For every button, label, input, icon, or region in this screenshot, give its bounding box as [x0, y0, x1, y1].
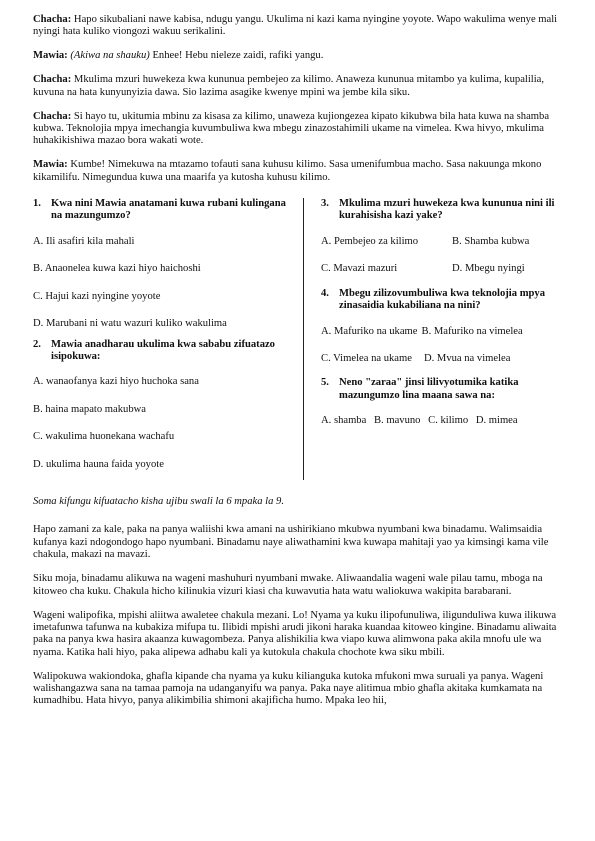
- question-number: 2.: [33, 338, 41, 350]
- worksheet-page: [33, 14, 573, 719]
- answer-option[interactable]: A. Mafuriko na ukame: [321, 325, 418, 337]
- speaker-name: Chacha:: [33, 74, 72, 86]
- questions-right-column: [321, 198, 573, 427]
- answer-option[interactable]: A. Pembejeo za kilimo: [321, 235, 419, 247]
- question-2: [33, 339, 293, 364]
- answer-option[interactable]: D. Mbegu nyingi: [452, 263, 525, 275]
- dialogue-line: [33, 74, 573, 99]
- answer-option[interactable]: C. Hajui kazi nyingine yoyote: [33, 290, 161, 302]
- dialogue-text: Enhee! Hebu nieleze zaidi, rafiki yangu.: [149, 50, 324, 62]
- questions-section: [33, 198, 573, 498]
- answer-option[interactable]: B. Anaonelea kuwa kazi hiyo haichoshi: [33, 263, 201, 275]
- answer-option[interactable]: C. wakulima huonekana wachafu: [33, 431, 175, 443]
- dialogue-line: [33, 111, 573, 148]
- answer-option[interactable]: C. kilimo: [428, 415, 469, 427]
- answer-option[interactable]: D. Mvua na vimelea: [423, 352, 511, 364]
- dialogue-section: [33, 14, 573, 184]
- question-5: [321, 377, 573, 402]
- answer-option[interactable]: D. mimea: [475, 415, 518, 427]
- question-number: 5.: [321, 377, 329, 389]
- answer-row: [321, 353, 573, 365]
- speaker-name: Mawia:: [33, 50, 68, 62]
- questions-left-column: [33, 198, 293, 471]
- question-text: Kwa nini Mawia anatamani kuwa rubani kulingana na mazungumzo?: [51, 198, 286, 222]
- question-number: 3.: [321, 198, 329, 210]
- speaker-name: Mawia:: [33, 159, 68, 171]
- question-number: 4.: [321, 287, 329, 299]
- dialogue-text: Hapo sikubaliani nawe kabisa, ndugu yangu. Ukulima ni kazi kama nyingine yoyote. Wapo wakulima wenye mali nyingi hata kuliko viongozi wakuu serikalini.: [33, 14, 558, 38]
- answer-option[interactable]: B. mavuno: [373, 415, 421, 427]
- reading-instruction: Soma kifungu kifuatacho kisha ujibu swali la 6 mpaka la 9.: [33, 496, 284, 508]
- answer-option[interactable]: D. Marubani ni watu wazuri kuliko wakulima: [33, 318, 227, 330]
- dialogue-line: [33, 14, 573, 39]
- answer-option[interactable]: A. wanaofanya kazi hiyo huchoka sana: [33, 376, 199, 388]
- column-divider: [303, 198, 304, 480]
- answer-option[interactable]: C. Vimelea na ukame: [321, 352, 412, 364]
- answer-option[interactable]: B. haina mapato makubwa: [33, 403, 146, 415]
- answer-row: [321, 263, 573, 275]
- answer-option[interactable]: B. Shamba kubwa: [452, 235, 530, 247]
- answer-option[interactable]: C. Mavazi mazuri: [321, 263, 398, 275]
- dialogue-line: [33, 159, 573, 184]
- question-4: [321, 288, 573, 313]
- dialogue-line: [33, 50, 573, 62]
- question-text: Mbegu zilizovumbuliwa kwa teknolojia mpya zinasaidia kukabiliana na nini?: [339, 287, 546, 312]
- question-text: Neno "zaraa" jinsi lilivyotumika katika mazungumzo lina maana sawa na:: [339, 377, 519, 401]
- answer-row: [321, 415, 573, 427]
- answer-row: [321, 326, 573, 338]
- answer-row: [321, 236, 573, 248]
- question-1: [33, 198, 293, 223]
- question-3: [321, 198, 573, 223]
- story-paragraph: Walipokuwa wakiondoka, ghafla kipande cha nyama ya kuku kilianguka kutoka mfukoni mwa suruali ya panya. Wageni walishangazwa sana na tamaa pamoja na udanganyifu wa panya. Paka naye alitimua mbio ghafla akitaka kumkamata na kumadhibu. Hata hivyo, panya alikimbilia shimoni akajificha humo. Mpaka leo hii,: [33, 670, 544, 707]
- stage-direction: (Akiwa na shauku): [67, 50, 150, 62]
- story-paragraph: Hapo zamani za kale, paka na panya waliishi kwa amani na ushirikiano mkubwa nyumbani kwa binadamu. Walimsaidia kufanya kazi ndogondogo hapo nyumbani. Binadamu naye aliwathamini kwa kuwapa mahitaji yao ya kimsingi kama vile chakula, makazi na mavazi.: [33, 524, 549, 561]
- story-passage: [33, 524, 573, 707]
- dialogue-text: Mkulima mzuri huwekeza kwa kununua pembejeo za kilimo. Anaweza kununua mitambo ya kulima, kupalilia, kuvuna na hata kunyunyizia dawa. Sio lazima asagike kwenye mpini wa jembe kila siku.: [33, 74, 545, 98]
- speaker-name: Chacha:: [33, 110, 72, 122]
- speaker-name: Chacha:: [33, 14, 72, 25]
- answer-option[interactable]: A. Ili asafiri kila mahali: [33, 235, 135, 247]
- answer-option[interactable]: A. shamba: [321, 415, 367, 427]
- dialogue-text: Kumbe! Nimekuwa na mtazamo tofauti sana kuhusu kilimo. Sasa umenifumbua macho. Sasa nakuunga mkono kikamilifu. Nimegundua kuwa una maarifa ya kutosha kuhusu kilimo.: [33, 159, 542, 183]
- answer-option[interactable]: D. ukulima hauna faida yoyote: [33, 458, 164, 470]
- answer-option[interactable]: B. Mafuriko na vimelea: [421, 325, 523, 337]
- story-paragraph: Wageni walipofika, mpishi aliitwa awaletee chakula mezani. Lo! Nyama ya kuku ilipofunuliwa, iligunduliwa kuwa ilikuwa imetafunwa tafunwa na kubakiza mifupa tu. Ilibidi mpishi arudi jikoni haraka kuandaa kitoweo kingine. Binadamu aliwaita paka na panya kwa hasira akaanza kuwagombeza. Panya alishikilia kwa viapo kuwa alimwona paka akila mnofu ule wa nyama. Katika hali hiyo, paka alipewa adhabu kali ya kutokula chakula chochote kwa siku mbili.: [33, 609, 557, 658]
- dialogue-text: Si hayo tu, ukitumia mbinu za kisasa za kilimo, unaweza kujiongezea kipato kikubwa bila hata kuwa na shamba kubwa. Teknolojia mpya imechangia kuvumbuliwa kwa mbegu zinazostahimili ukame na vimelea. Kwa hivyo, mkulima huhakikishiwa mazao bora wakati wote.: [33, 110, 550, 147]
- question-number: 1.: [33, 198, 41, 210]
- question-text: Mkulima mzuri huwekeza kwa kununua nini ili kurahisisha kazi yake?: [339, 198, 555, 222]
- story-paragraph: Siku moja, binadamu alikuwa na wageni mashuhuri nyumbani mwake. Aliwaandalia wageni wale pilau tamu, mboga na kitoweo cha kuku. Chakula hicho kilinukia vizuri kiasi cha kuwavutia hata watu waliokuwa wakipita barabarani.: [33, 573, 543, 597]
- question-text: Mawia anadharau ukulima kwa sababu zifuatazo isipokuwa:: [51, 338, 275, 362]
